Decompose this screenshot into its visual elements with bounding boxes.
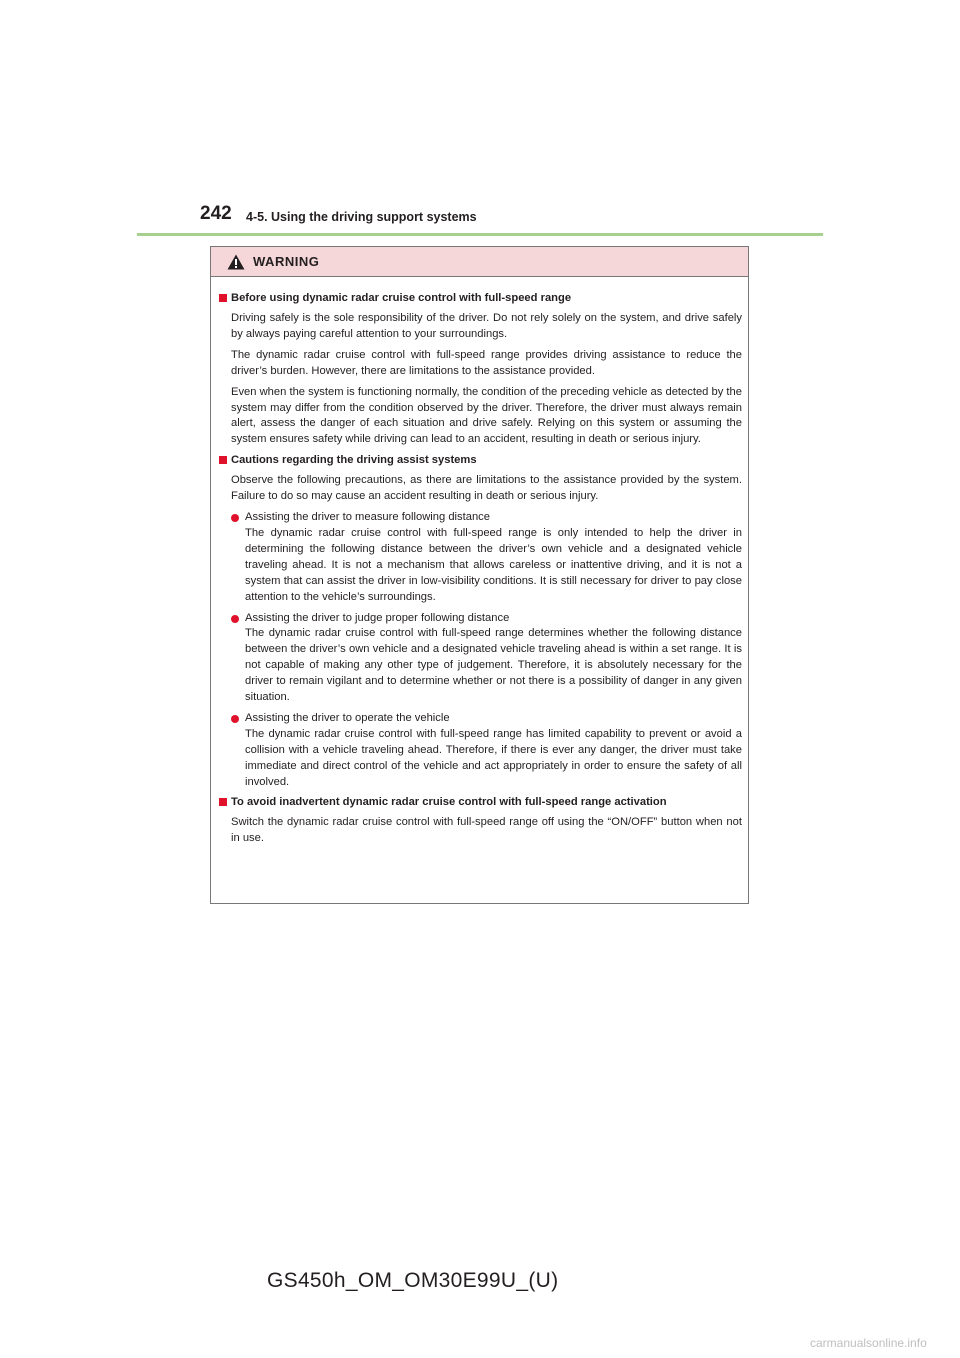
warning-box bbox=[210, 246, 749, 904]
section-heading-text: Cautions regarding the driving assist systems bbox=[231, 454, 477, 467]
list-item bbox=[231, 510, 742, 605]
section-heading bbox=[219, 795, 742, 810]
list-item bbox=[231, 611, 742, 706]
list-item-text: The dynamic radar cruise control with full-speed range is only intended to help the driver in determining the following distance between the driver’s own vehicle and a designated vehicle traveling ahead. It is not a mechanism that allows careless or inattentive driving, and it is not a system that can assist the driver in low-visibility conditions. It is still necessary for driver to pay close attention to the vehicle’s surroundings. bbox=[245, 526, 742, 603]
paragraph: Observe the following precautions, as there are limitations to the assistance provided by the system. Failure to do so may cause an accident resulting in death or serious injury. bbox=[231, 474, 742, 503]
list-item-title: Assisting the driver to measure following distance bbox=[245, 511, 490, 524]
list-item-title: Assisting the driver to operate the vehicle bbox=[245, 711, 450, 724]
page-number: 242 bbox=[200, 203, 232, 224]
warning-body bbox=[211, 277, 748, 847]
square-bullet-icon bbox=[219, 798, 227, 806]
section-heading-text: Before using dynamic radar cruise control with full-speed range bbox=[231, 292, 572, 304]
paragraph: Driving safely is the sole responsibility of the driver. Do not rely solely on the system, and drive safely by always paying careful attention to your surroundings. bbox=[231, 312, 742, 340]
section-heading bbox=[219, 453, 742, 468]
list-item-title: Assisting the driver to judge proper following distance bbox=[245, 611, 510, 624]
section-heading bbox=[219, 291, 742, 306]
warning-triangle-icon bbox=[227, 254, 245, 270]
warning-section-avoid-activation bbox=[219, 795, 742, 847]
paragraph: The dynamic radar cruise control with full-speed range provides driving assistance to reduce the driver’s burden. However, there are limitations to the assistance provided. bbox=[231, 348, 742, 377]
square-bullet-icon bbox=[219, 456, 227, 464]
dot-bullet-icon bbox=[231, 615, 239, 623]
warning-header bbox=[211, 247, 748, 277]
list-item bbox=[231, 711, 742, 791]
list-item-text: The dynamic radar cruise control with full-speed range determines whether the following distance between the driver’s own vehicle and a designated vehicle traveling ahead is within a set range. It is not capable of making any other type of judgement. Therefore, it is absolutely necessary for the driver to remain vigilant and to determine whether or not there is a possibility of danger in any given situation. bbox=[245, 627, 742, 704]
header-rule bbox=[137, 233, 823, 236]
paragraph: Switch the dynamic radar cruise control with full-speed range off using the “ON/OFF” button when not in use. bbox=[231, 816, 742, 845]
warning-section-cautions bbox=[219, 453, 742, 790]
section-heading-text: To avoid inadvertent dynamic radar cruise control with full-speed range activation bbox=[231, 796, 667, 809]
warning-section-before-using bbox=[219, 291, 742, 448]
list-item-text: The dynamic radar cruise control with full-speed range has limited capability to prevent or avoid a collision with a vehicle traveling ahead. Therefore, if there is ever any danger, the driver must take immediate and direct control of the vehicle and act appropriately in order to ensure the safety of all involved. bbox=[245, 727, 742, 788]
square-bullet-icon bbox=[219, 294, 227, 302]
watermark: carmanualsonline.info bbox=[810, 1336, 927, 1350]
paragraph: Even when the system is functioning normally, the condition of the preceding vehicle as detected by the system may differ from the condition observed by the driver. Therefore, the driver must always remain alert, assess the danger of each situation and drive safely. Relying on this system or assuming the system ensures safety while driving can lead to an accident, resulting in death or serious injury. bbox=[231, 385, 742, 446]
dot-bullet-icon bbox=[231, 514, 239, 522]
section-title: 4-5. Using the driving support systems bbox=[246, 210, 477, 224]
dot-bullet-icon bbox=[231, 715, 239, 723]
warning-title: WARNING bbox=[253, 254, 320, 269]
document-code: GS450h_OM_OM30E99U_(U) bbox=[267, 1269, 559, 1292]
